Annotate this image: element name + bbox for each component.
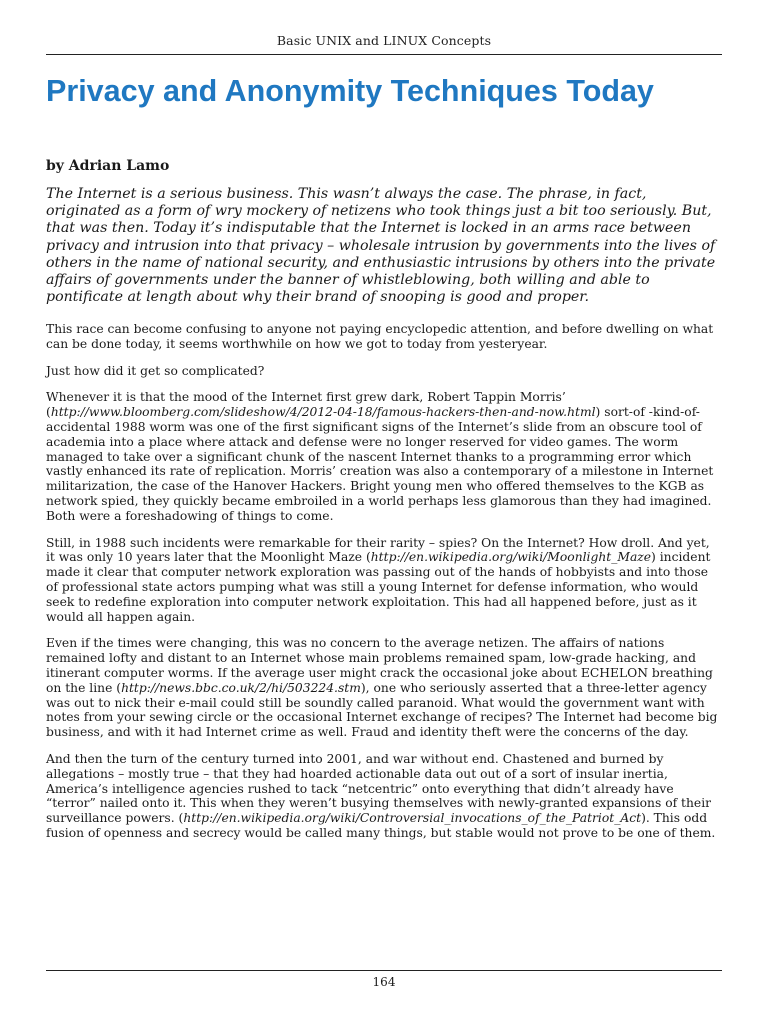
page-number: 164 [372, 975, 396, 989]
header-divider [46, 54, 722, 55]
paragraph-text: Still, in 1988 such incidents were remarkable for their rarity – spies? On the Internet? How droll. And yet, it was only 10 years later that the Moonlight Maze ( [46, 535, 710, 565]
article-intro: The Internet is a serious business. This wasn’t always the case. The phrase, in fact, originated as a form of wry mockery of netizens who took things just a bit too seriously. But, that was then. Today it’s indisputable that the Internet is locked in an arms race between privacy and intrusion into that privacy – wholesale intrusion by governments into the lives of others in the name of national security, and enthusiastic intrusions by others into the private affairs of governments under the banner of whistleblowing, both willing and able to pontificate at length about why their brand of snooping is good and proper. [46, 186, 716, 306]
paragraph [46, 390, 722, 523]
paragraph-text: ), one who seriously asserted that a three-letter agency was out to nick their e-mail could still be soundly called paranoid. What would the government want with notes from your sewing circle or the occasional Internet exchange of recipes? The Internet had become big business, and with it had Internet crime as well. Fraud and identity theft were the concerns of the day. [46, 680, 718, 740]
paragraph-text: ). This odd fusion of openness and secrecy would be called many things, but stable would not prove to be one of them. [46, 811, 716, 840]
article-body [46, 322, 722, 853]
paragraph [46, 752, 722, 841]
paragraph-text: And then the turn of the century turned into 2001, and war without end. Chastened and burned by allegations – mostly true – that they had hoarded actionable data out out of a sort of insular inertia, America’s intelligence agencies rushed to tack “netcentric” onto everything that didn’t already have “terror” nailed onto it. This when they weren’t busying themselves with newly-granted expansions of their surveillance powers. ( [46, 751, 712, 826]
paragraph-text: Even if the times were changing, this was no concern to the average netizen. The affairs of nations remained lofty and distant to an Internet whose main problems remained spam, low-grade hacking, and itinerant computer worms. If the average user might crack the occasional joke about ECHELON breathing on the line ( [46, 636, 713, 695]
paragraph [46, 636, 722, 740]
paragraph: This race can become confusing to anyone not paying encyclopedic attention, and before dwelling on what can be done today, it seems worthwhile on how we got to today from yesteryear. [46, 322, 714, 351]
moonlight-maze-link[interactable]: http://en.wikipedia.org/wiki/Moonlight_Maze [370, 550, 652, 565]
footer-divider [46, 970, 722, 971]
paragraph: Just how did it get so complicated? [46, 363, 265, 378]
article-title: Privacy and Anonymity Techniques Today [46, 74, 654, 108]
paragraph [46, 536, 722, 625]
patriot-act-link[interactable]: http://en.wikipedia.org/wiki/Controversial_invocations_of_the_Patriot_Act [183, 811, 642, 826]
paragraph-text: ) incident made it clear that computer network exploration was passing out of the hands of hobbyists and into those of professional state actors pumping what was still a young Internet for defense information, who would seek to redefine exploration into computer network exploitation. This had all happened before, just as it would all happen again. [46, 550, 711, 624]
paragraph-text: Whenever it is that the mood of the Internet first grew dark, Robert Tappin Morris’ ( [46, 390, 566, 420]
paragraph-text: ) sort-of -kind-of-accidental 1988 worm was one of the first significant signs of the Internet’s slide from an obscure tool of academia into a place where attack and defense were no longer reserved for video games. The worm managed to take over a significant chunk of the nascent Internet thanks to a programming error which vastly enhanced its rate of replication. Morris’ creation was also a contemporary of a milestone in Internet militarization, the case of the Hanover Hackers. Bright young men who offered themselves to the KGB as network spied, they quickly became embroiled in a world perhaps less glamorous than they had imagined. Both were a foreshadowing of things to come. [46, 405, 714, 523]
running-header: Basic UNIX and LINUX Concepts [276, 33, 492, 48]
byline: by Adrian Lamo [46, 158, 170, 174]
morris-link[interactable]: http://www.bloomberg.com/slideshow/4/2012-04-18/famous-hackers-then-and-now.html [50, 405, 596, 420]
bbc-link[interactable]: http://news.bbc.co.uk/2/hi/503224.stm [121, 680, 361, 695]
